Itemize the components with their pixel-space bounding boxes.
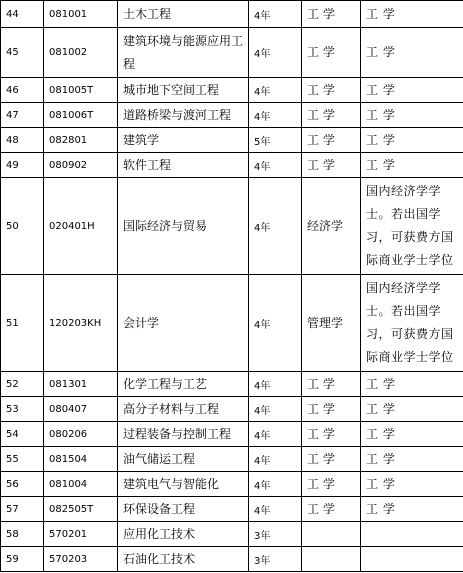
degree-awarded: 工 学 (361, 447, 463, 472)
degree-awarded: 工 学 (361, 28, 463, 78)
degree-awarded: 工 学 (361, 78, 463, 103)
discipline-category: 经济学 (302, 178, 361, 275)
major-code: 570203 (44, 547, 118, 572)
major-name: 建筑电气与智能化 (118, 472, 249, 497)
table-row (1, 522, 463, 547)
table-row (1, 103, 463, 128)
major-name: 城市地下空间工程 (118, 78, 249, 103)
study-years: 4年 (249, 397, 302, 422)
study-years: 4年 (249, 153, 302, 178)
major-code: 082505T (44, 497, 118, 522)
major-code: 081006T (44, 103, 118, 128)
row-number: 54 (1, 422, 44, 447)
study-years: 4年 (249, 472, 302, 497)
table-row (1, 447, 463, 472)
major-code: 080407 (44, 397, 118, 422)
degree-awarded: 工 学 (361, 422, 463, 447)
degree-awarded: 工 学 (361, 497, 463, 522)
discipline-category: 工 学 (302, 153, 361, 178)
table-row (1, 422, 463, 447)
majors-table-body (1, 1, 463, 572)
study-years: 4年 (249, 275, 302, 372)
row-number: 47 (1, 103, 44, 128)
major-name: 软件工程 (118, 153, 249, 178)
degree-awarded (361, 547, 463, 572)
study-years: 3年 (249, 547, 302, 572)
study-years: 4年 (249, 447, 302, 472)
discipline-category: 工 学 (302, 472, 361, 497)
degree-awarded: 工 学 (361, 128, 463, 153)
major-code: 081005T (44, 78, 118, 103)
discipline-category: 工 学 (302, 497, 361, 522)
major-code: 081004 (44, 472, 118, 497)
major-code: 081301 (44, 372, 118, 397)
degree-awarded (361, 522, 463, 547)
discipline-category: 工 学 (302, 1, 361, 28)
degree-awarded: 工 学 (361, 103, 463, 128)
discipline-category: 工 学 (302, 103, 361, 128)
row-number: 48 (1, 128, 44, 153)
major-code: 080206 (44, 422, 118, 447)
row-number: 50 (1, 178, 44, 275)
major-name: 建筑环境与能源应用工程 (118, 28, 249, 78)
major-name: 会计学 (118, 275, 249, 372)
table-row (1, 275, 463, 372)
study-years: 4年 (249, 497, 302, 522)
study-years: 3年 (249, 522, 302, 547)
degree-awarded: 工 学 (361, 1, 463, 28)
table-row (1, 472, 463, 497)
row-number: 59 (1, 547, 44, 572)
row-number: 52 (1, 372, 44, 397)
row-number: 56 (1, 472, 44, 497)
degree-awarded: 工 学 (361, 153, 463, 178)
major-name: 过程装备与控制工程 (118, 422, 249, 447)
row-number: 51 (1, 275, 44, 372)
row-number: 58 (1, 522, 44, 547)
table-row (1, 547, 463, 572)
discipline-category: 工 学 (302, 397, 361, 422)
table-row (1, 397, 463, 422)
major-name: 石油化工技术 (118, 547, 249, 572)
row-number: 44 (1, 1, 44, 28)
discipline-category: 管理学 (302, 275, 361, 372)
discipline-category: 工 学 (302, 372, 361, 397)
discipline-category: 工 学 (302, 78, 361, 103)
major-name: 高分子材料与工程 (118, 397, 249, 422)
major-code: 082801 (44, 128, 118, 153)
study-years: 5年 (249, 128, 302, 153)
study-years: 4年 (249, 422, 302, 447)
study-years: 4年 (249, 28, 302, 78)
study-years: 4年 (249, 78, 302, 103)
major-name: 土木工程 (118, 1, 249, 28)
table-row (1, 153, 463, 178)
table-row (1, 1, 463, 28)
major-name: 国际经济与贸易 (118, 178, 249, 275)
study-years: 4年 (249, 372, 302, 397)
table-row (1, 372, 463, 397)
discipline-category: 工 学 (302, 422, 361, 447)
major-name: 环保设备工程 (118, 497, 249, 522)
major-name: 化学工程与工艺 (118, 372, 249, 397)
degree-awarded: 国内经济学学士。若出国学习，可获费方国际商业学士学位 (361, 275, 463, 372)
major-code: 081504 (44, 447, 118, 472)
major-code: 081001 (44, 1, 118, 28)
row-number: 45 (1, 28, 44, 78)
major-code: 570201 (44, 522, 118, 547)
discipline-category: 工 学 (302, 128, 361, 153)
row-number: 49 (1, 153, 44, 178)
row-number: 57 (1, 497, 44, 522)
major-name: 建筑学 (118, 128, 249, 153)
table-row (1, 497, 463, 522)
degree-awarded: 工 学 (361, 372, 463, 397)
study-years: 4年 (249, 103, 302, 128)
table-row (1, 128, 463, 153)
table-row (1, 78, 463, 103)
major-code: 081002 (44, 28, 118, 78)
degree-awarded: 国内经济学学士。若出国学习，可获费方国际商业学士学位 (361, 178, 463, 275)
table-row (1, 28, 463, 78)
discipline-category (302, 547, 361, 572)
discipline-category (302, 522, 361, 547)
major-code: 020401H (44, 178, 118, 275)
major-name: 道路桥梁与渡河工程 (118, 103, 249, 128)
table-row (1, 178, 463, 275)
study-years: 4年 (249, 1, 302, 28)
major-code: 120203KH (44, 275, 118, 372)
discipline-category: 工 学 (302, 447, 361, 472)
degree-awarded: 工 学 (361, 397, 463, 422)
row-number: 53 (1, 397, 44, 422)
major-name: 应用化工技术 (118, 522, 249, 547)
degree-awarded: 工 学 (361, 472, 463, 497)
major-name: 油气储运工程 (118, 447, 249, 472)
row-number: 46 (1, 78, 44, 103)
study-years: 4年 (249, 178, 302, 275)
discipline-category: 工 学 (302, 28, 361, 78)
row-number: 55 (1, 447, 44, 472)
major-code: 080902 (44, 153, 118, 178)
